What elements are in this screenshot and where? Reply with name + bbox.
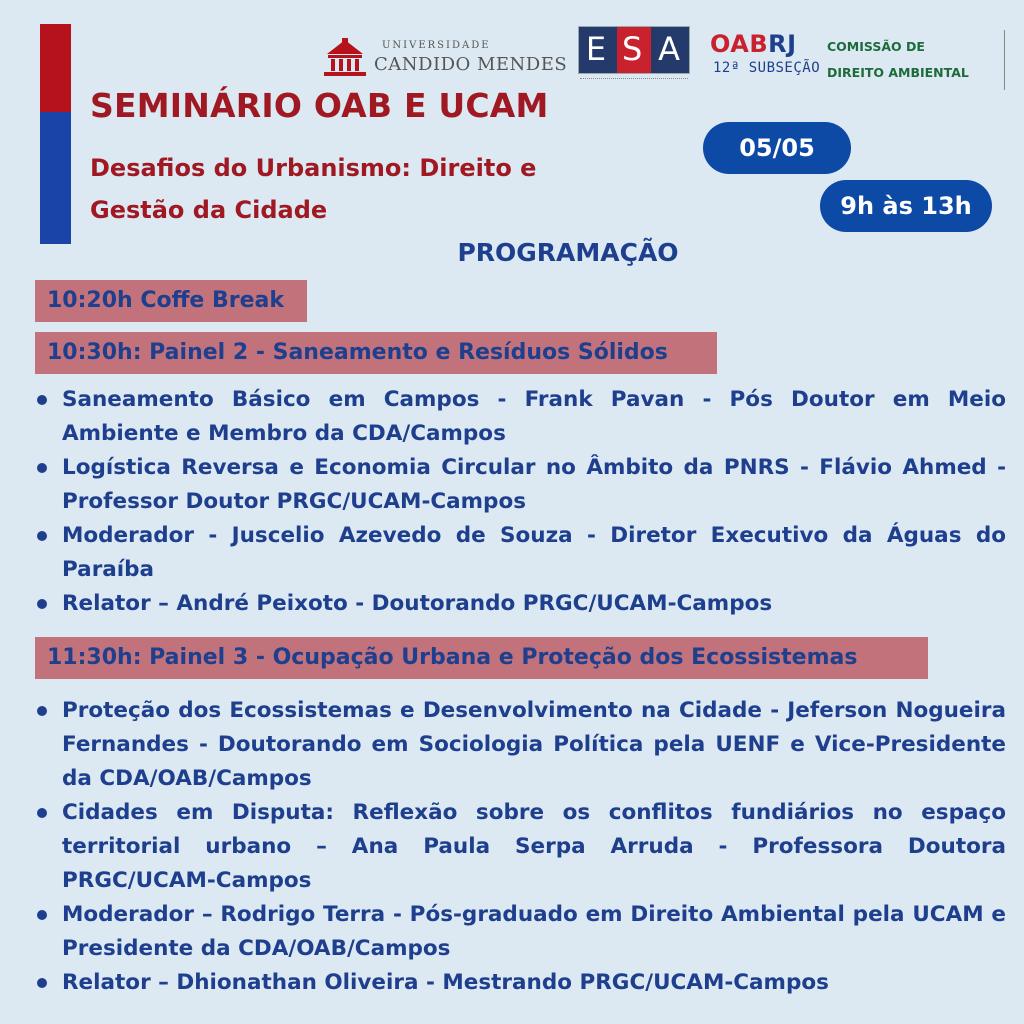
ucam-logo xyxy=(310,30,568,80)
commission-line-2: DIREITO AMBIENTAL xyxy=(827,65,969,80)
esa-box xyxy=(578,26,690,74)
esa-logo xyxy=(578,26,690,86)
esa-letter-a: A xyxy=(658,30,683,68)
oab-divider xyxy=(1004,30,1005,90)
commission-name xyxy=(827,34,969,86)
coffee-break-band: 10:20h Coffe Break xyxy=(35,280,307,322)
ucam-label-name: CANDIDO MENDES xyxy=(374,54,568,75)
list-item: Relator – André Peixoto - Doutorando PRGC/UCAM-Campos xyxy=(36,587,1006,621)
list-item: Logística Reversa e Economia Circular no Âmbito da PNRS - Flávio Ahmed -Professor Doutor PRGC/UCAM-Campos xyxy=(36,451,1006,519)
panel-3-list xyxy=(36,694,1006,1000)
page-title: SEMINÁRIO OAB E UCAM xyxy=(90,86,549,125)
oab-wordmark-oab: OAB xyxy=(710,30,769,58)
oab-wordmark xyxy=(710,30,797,58)
esa-letter-s: S xyxy=(622,30,645,68)
oab-logo xyxy=(710,30,1010,90)
list-item: Relator – Dhionathan Oliveira - Mestrando PRGC/UCAM-Campos xyxy=(36,966,1006,1000)
page-subtitle: Desafios do Urbanismo: Direito e Gestão da Cidade xyxy=(90,154,537,224)
list-item: Moderador – Rodrigo Terra - Pós-graduado em Direito Ambiental pela UCAM e Presidente da CDA/OAB/Campos xyxy=(36,898,1006,966)
panel-2-band: 10:30h: Painel 2 - Saneamento e Resíduos Sólidos xyxy=(35,332,717,374)
oab-wordmark-rj: RJ xyxy=(768,30,797,58)
list-item: Moderador - Juscelio Azevedo de Souza - Diretor Executivo da Águas do Paraíba xyxy=(36,519,1006,587)
list-item: Cidades em Disputa: Reflexão sobre os conflitos fundiários no espaço territorial urbano – Ana Paula Serpa Arruda - Professora Doutora PRGC/UCAM-Campos xyxy=(36,796,1006,898)
oab-subsection: 12ª SUBSEÇÃO xyxy=(713,60,821,76)
time-badge: 9h às 13h xyxy=(820,180,992,232)
program-heading: PROGRAMAÇÃO xyxy=(457,238,679,267)
accent-bar-red xyxy=(40,24,71,112)
esa-caption-line xyxy=(580,78,688,82)
accent-bar-blue xyxy=(40,112,71,244)
commission-line-1: COMISSÃO DE xyxy=(827,39,925,54)
panel-3-band: 11:30h: Painel 3 - Ocupação Urbana e Proteção dos Ecossistemas xyxy=(35,637,928,679)
date-badge: 05/05 xyxy=(703,122,851,174)
esa-letter-e: E xyxy=(585,30,609,68)
esa-letters xyxy=(579,30,689,68)
list-item: Proteção dos Ecossistemas e Desenvolvimento na Cidade - Jeferson Nogueira Fernandes - Doutorando em Sociologia Política pela UENF e Vice-Presidente da CDA/OAB/Campos xyxy=(36,694,1006,796)
panel-2-list xyxy=(36,383,1006,621)
ucam-label-small: UNIVERSIDADE xyxy=(382,40,491,51)
list-item: Saneamento Básico em Campos - Frank Pavan - Pós Doutor em Meio Ambiente e Membro da CDA/Campos xyxy=(36,383,1006,451)
ucam-building-icon xyxy=(322,38,368,78)
